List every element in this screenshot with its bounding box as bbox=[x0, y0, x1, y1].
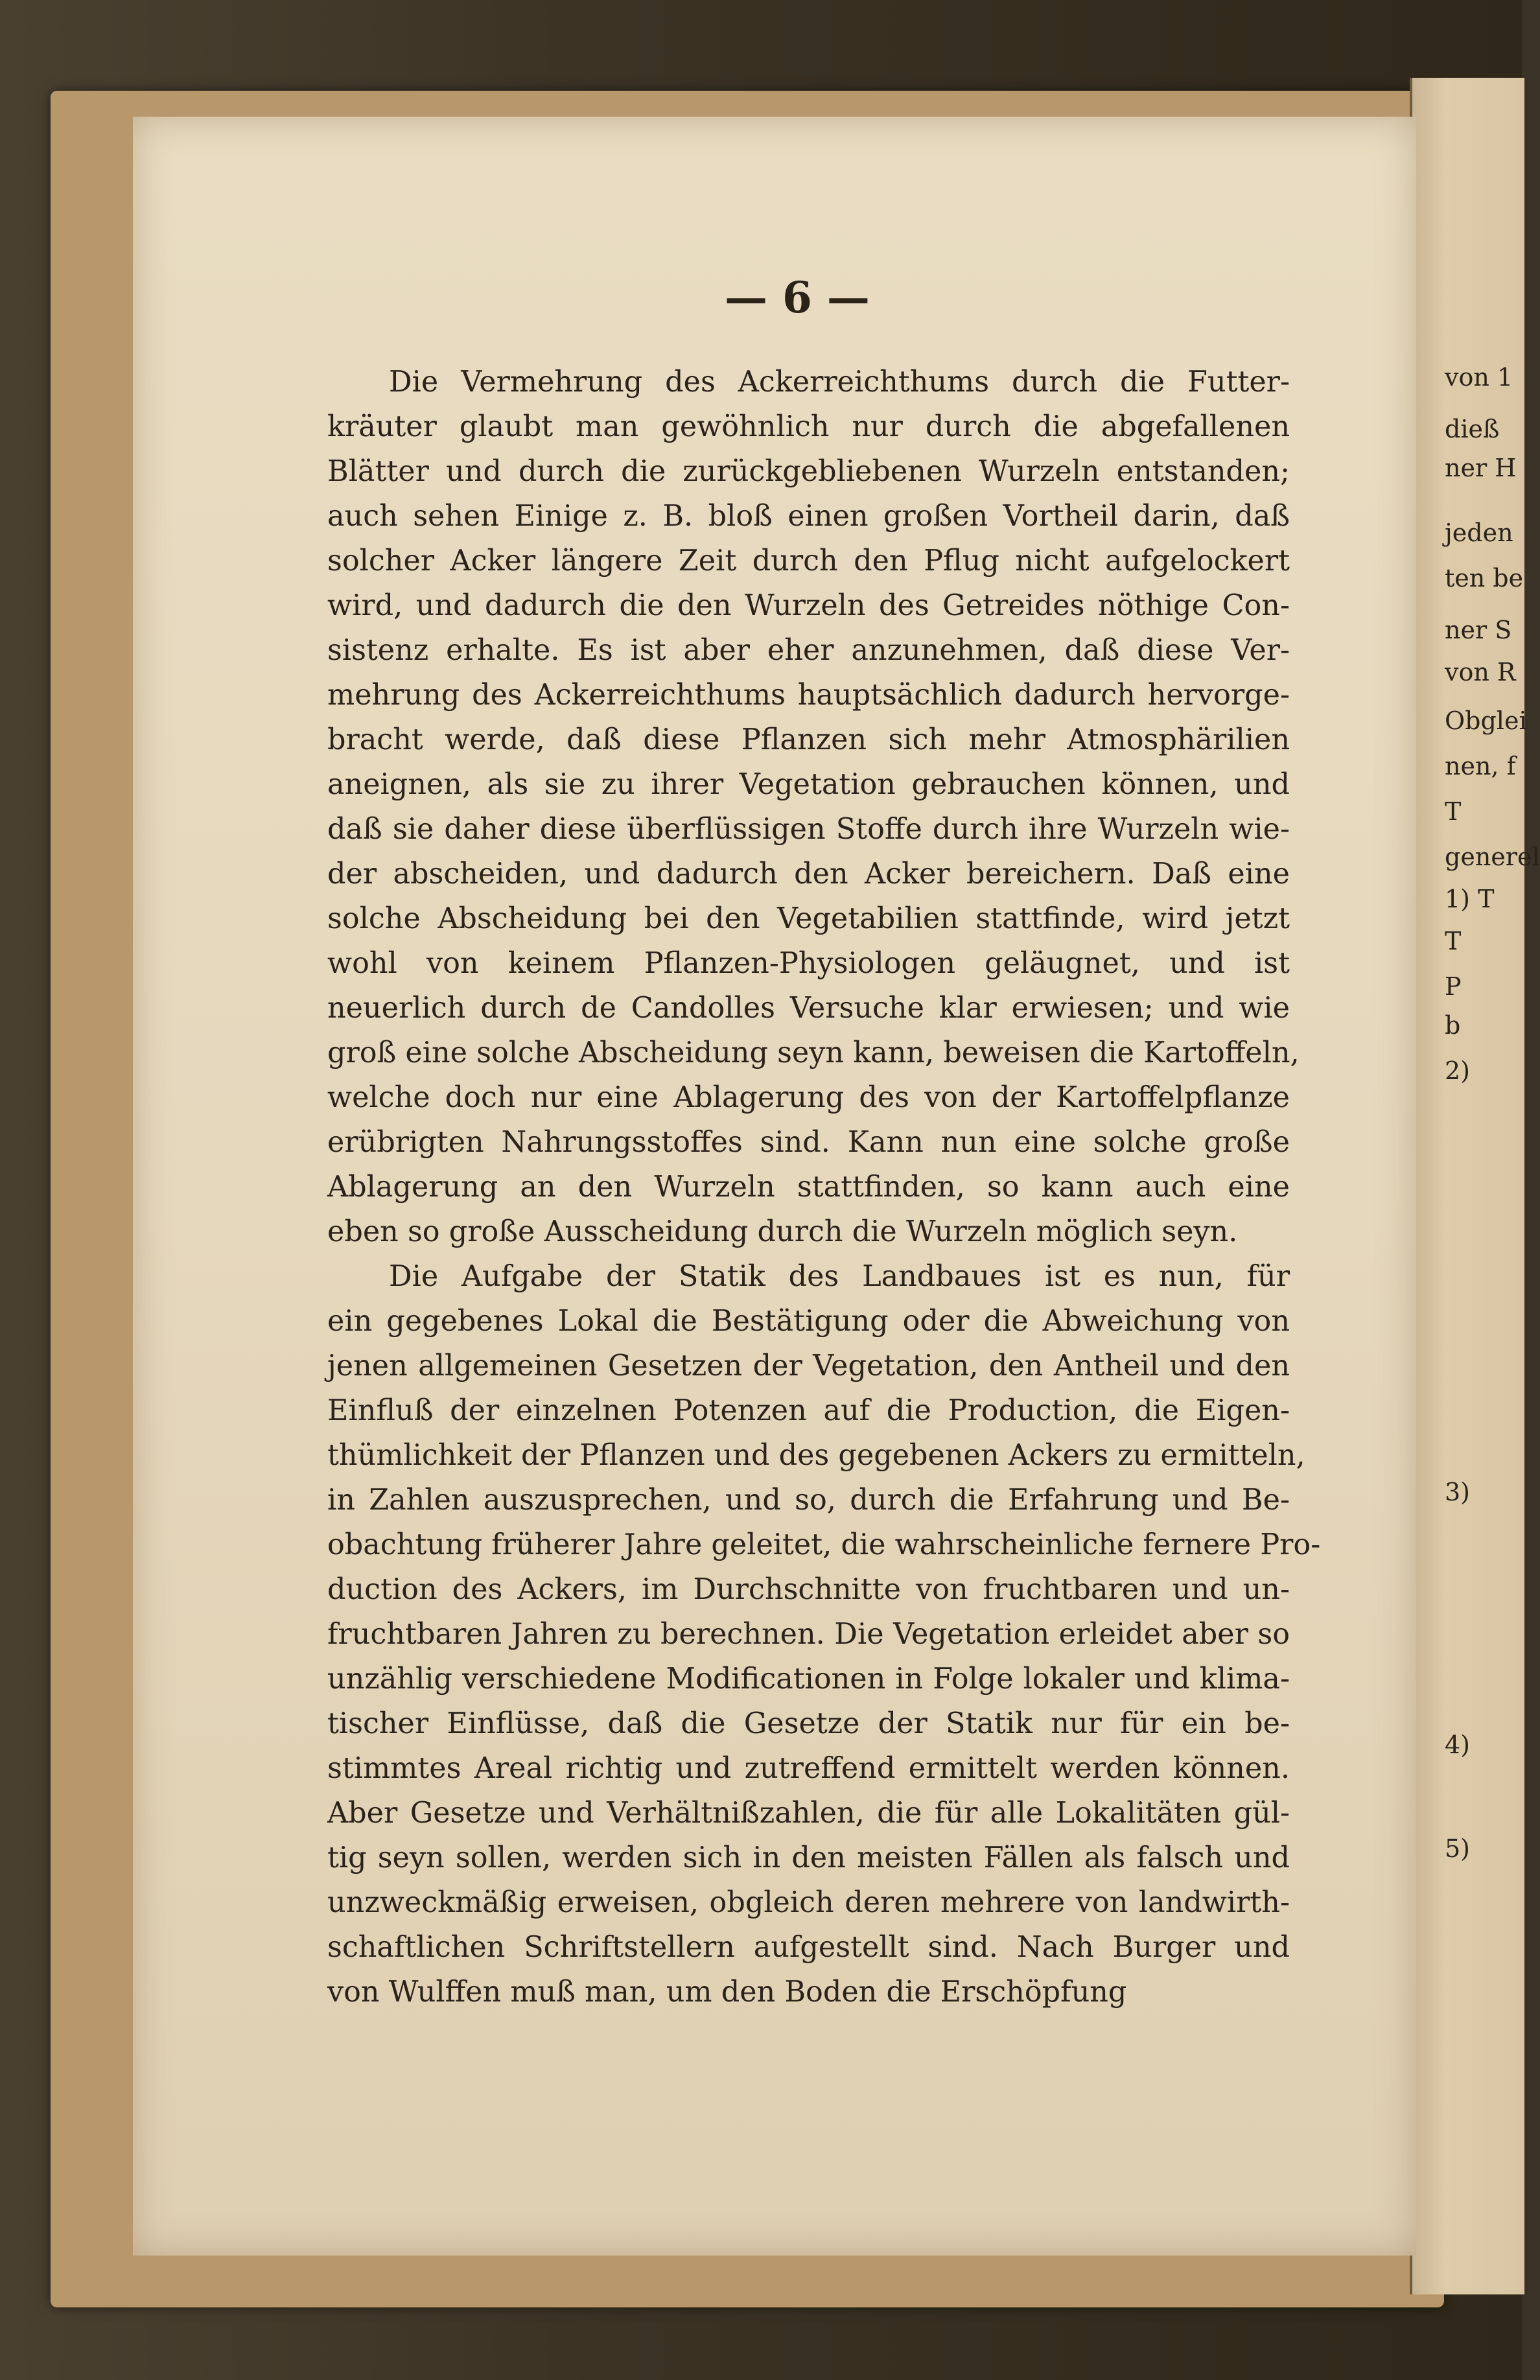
next-page-fragment: von R bbox=[1445, 658, 1516, 686]
next-page-fragment: 5) bbox=[1445, 1834, 1471, 1863]
text-line: stimmtes Areal richtig und zutreffend ermittelt werden können. bbox=[327, 1752, 1290, 1785]
text-line: fruchtbaren Jahren zu berechnen. Die Vegetation erleidet aber so bbox=[327, 1618, 1290, 1651]
text-line: Die Vermehrung des Ackerreichthums durch die Futter- bbox=[389, 366, 1290, 399]
text-line: Aber Gesetze und Verhältnißzahlen, die für alle Lokalitäten gül- bbox=[327, 1797, 1290, 1830]
next-page-fragment: ner S bbox=[1445, 616, 1512, 644]
text-line: solcher Acker längere Zeit durch den Pflug nicht aufgelockert bbox=[327, 544, 1290, 578]
next-page-fragment: von 1 bbox=[1445, 363, 1513, 391]
text-line: erübrigten Nahrungsstoffes sind. Kann nun eine solche große bbox=[327, 1126, 1290, 1159]
text-line: aneignen, als sie zu ihrer Vegetation gebrauchen können, und bbox=[327, 768, 1290, 801]
next-page-fragment: 1) T bbox=[1445, 885, 1495, 913]
text-line: duction des Ackers, im Durchschnitte von fruchtbaren und un- bbox=[327, 1573, 1290, 1606]
next-page-fragment: nen, f bbox=[1445, 752, 1516, 780]
page-text bbox=[327, 360, 1321, 2014]
next-page-fragment: 3) bbox=[1445, 1478, 1471, 1506]
next-page-fragment: dieß bbox=[1445, 415, 1500, 443]
text-line: unzweckmäßig erweisen, obgleich deren mehrere von landwirth- bbox=[327, 1886, 1290, 1919]
text-line: schaftlichen Schriftstellern aufgestellt sind. Nach Burger und bbox=[327, 1931, 1290, 1964]
text-line: neuerlich durch de Candolles Versuche klar erwiesen; und wie bbox=[327, 992, 1290, 1025]
text-line: Ablagerung an den Wurzeln stattfinden, so kann auch eine bbox=[327, 1171, 1290, 1204]
text-line: Einfluß der einzelnen Potenzen auf die Production, die Eigen- bbox=[327, 1394, 1290, 1427]
next-page-fragment: T bbox=[1445, 927, 1462, 955]
page-number: — 6 — bbox=[725, 272, 870, 323]
text-line: von Wulffen muß man, um den Boden die Erschöpfung bbox=[327, 1976, 1127, 2009]
next-page-fragment: generel bbox=[1445, 843, 1540, 871]
text-line: jenen allgemeinen Gesetzen der Vegetation, den Antheil und den bbox=[327, 1349, 1290, 1382]
text-line: mehrung des Ackerreichthums hauptsächlich dadurch hervorge- bbox=[327, 679, 1290, 712]
next-page-fragment: ner H bbox=[1445, 454, 1517, 482]
text-line: obachtung früherer Jahre geleitet, die wahrscheinliche fernere Pro- bbox=[327, 1528, 1321, 1561]
next-page-fragment: P bbox=[1445, 972, 1462, 1001]
text-line: solche Abscheidung bei den Vegetabilien stattfinde, wird jetzt bbox=[327, 902, 1290, 935]
next-page-fragment: 2) bbox=[1445, 1056, 1471, 1085]
next-page-fragment: 4) bbox=[1445, 1731, 1471, 1759]
text-line: daß sie daher diese überflüssigen Stoffe durch ihre Wurzeln wie- bbox=[327, 813, 1290, 846]
text-line: eben so große Ausscheidung durch die Wurzeln möglich seyn. bbox=[327, 1215, 1238, 1248]
text-line: tig seyn sollen, werden sich in den meisten Fällen als falsch und bbox=[327, 1841, 1290, 1874]
text-line: bracht werde, daß diese Pflanzen sich mehr Atmosphärilien bbox=[327, 723, 1290, 756]
next-page-fragment: b bbox=[1445, 1011, 1461, 1040]
next-page-fragment: jeden bbox=[1445, 519, 1513, 547]
next-page-fragment: T bbox=[1445, 797, 1462, 826]
text-line: Die Aufgabe der Statik des Landbaues ist es nun, für bbox=[389, 1260, 1290, 1293]
text-line: tischer Einflüsse, daß die Gesetze der Statik nur für ein be- bbox=[327, 1707, 1290, 1740]
text-line: wird, und dadurch die den Wurzeln des Getreides nöthige Con- bbox=[327, 589, 1290, 622]
text-line: kräuter glaubt man gewöhnlich nur durch die abgefallenen bbox=[327, 410, 1290, 443]
text-line: Blätter und durch die zurückgebliebenen Wurzeln entstanden; bbox=[327, 455, 1290, 488]
text-line: der abscheiden, und dadurch den Acker bereichern. Daß eine bbox=[327, 858, 1290, 891]
text-line: thümlichkeit der Pflanzen und des gegebenen Ackers zu ermitteln, bbox=[327, 1439, 1305, 1472]
next-page-fragment: Obglei bbox=[1445, 706, 1527, 735]
next-page-fragment: ten be bbox=[1445, 564, 1524, 592]
text-line: unzählig verschiedene Modificationen in Folge lokaler und klima- bbox=[327, 1662, 1290, 1696]
text-line: ein gegebenes Lokal die Bestätigung oder die Abweichung von bbox=[327, 1305, 1290, 1338]
text-line: sistenz erhalte. Es ist aber eher anzunehmen, daß diese Ver- bbox=[327, 634, 1290, 667]
text-line: in Zahlen auszusprechen, und so, durch die Erfahrung und Be- bbox=[327, 1484, 1290, 1517]
text-line: wohl von keinem Pflanzen-Physiologen geläugnet, und ist bbox=[327, 947, 1290, 980]
text-line: groß eine solche Abscheidung seyn kann, beweisen die Kartoffeln, bbox=[327, 1036, 1300, 1069]
text-line: auch sehen Einige z. B. bloß einen großen Vortheil darin, daß bbox=[327, 500, 1290, 533]
text-line: welche doch nur eine Ablagerung des von der Kartoffelpflanze bbox=[327, 1081, 1290, 1114]
next-page-edge bbox=[1410, 78, 1540, 2294]
